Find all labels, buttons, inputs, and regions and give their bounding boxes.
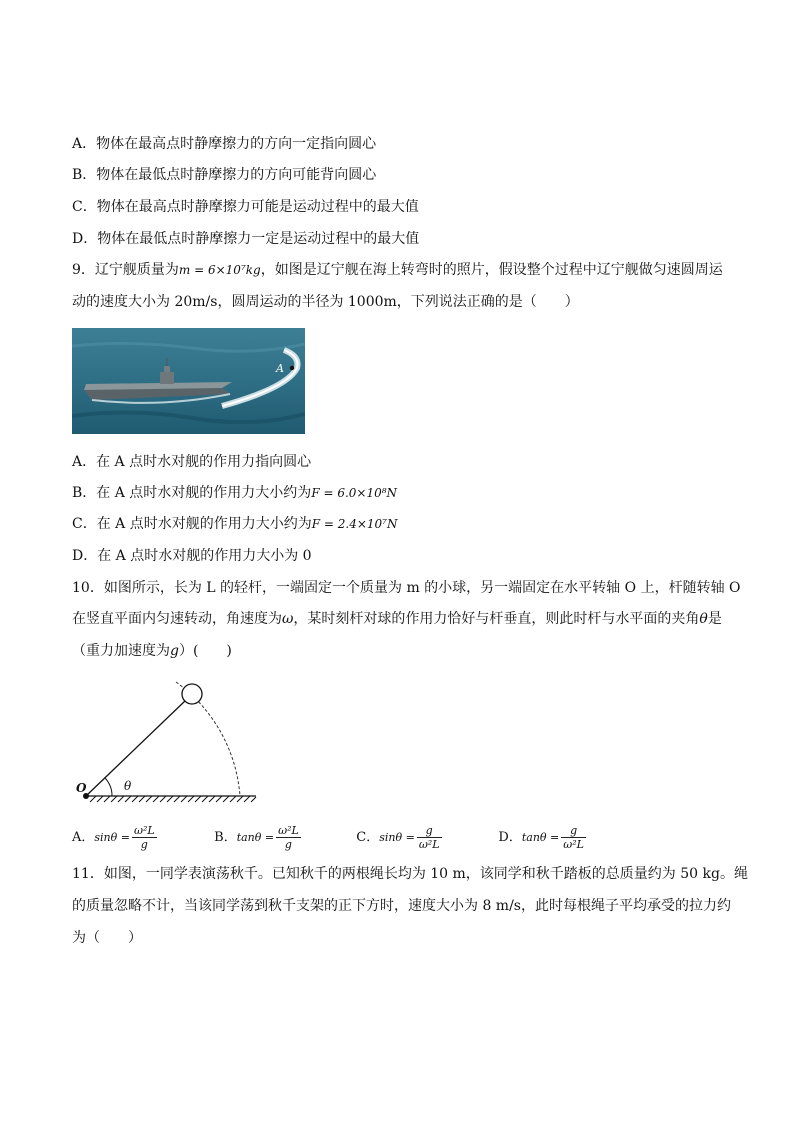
- q10-option-c-den: ω²L: [418, 838, 440, 851]
- q10-option-a-func: sinθ =: [94, 831, 130, 844]
- q11-line2: 的质量忽略不计，当该同学荡到秋千支架的正下方时，速度大小为 8 m/s，此时每根绳子平均承受的拉力约: [72, 898, 731, 914]
- q10-option-d: [498, 824, 618, 851]
- q10-options-row: [72, 824, 618, 851]
- q9-option-c: [72, 514, 397, 534]
- q10-stem-line2: [72, 609, 722, 629]
- q10-option-a-den: g: [140, 838, 148, 851]
- q9-stem-line1: [72, 260, 723, 280]
- q10-option-a-fraction: [132, 824, 157, 851]
- q9-stem-part2: ，如图是辽宁舰在海上转弯时的照片，假设整个过程中辽宁舰做匀速圆周运: [260, 262, 723, 278]
- q10-option-d-fraction: [561, 824, 586, 851]
- q9-option-a: A．在 A 点时水对舰的作用力指向圆心: [72, 454, 312, 470]
- q10-option-c: [356, 824, 494, 851]
- q10-option-c-func: sinθ =: [379, 831, 415, 844]
- angle-theta-label: θ: [124, 779, 132, 793]
- q10-option-a-prefix: A．: [72, 830, 95, 845]
- q10-option-b-num: ω²L: [278, 824, 299, 837]
- q10-stem-line2-c: 是: [707, 611, 722, 627]
- q10-stem-line3-b: ）( ): [178, 643, 232, 659]
- q10-option-d-func: tanθ =: [521, 831, 560, 844]
- q10-stem-line3: [72, 641, 232, 661]
- q10-option-b-func: tanθ =: [236, 831, 275, 844]
- q10-option-b-den: g: [284, 838, 292, 851]
- q8-option-d: D．物体在最低点时静摩擦力一定是运动过程中的最大值: [72, 231, 420, 247]
- q9-option-c-label: C．在 A 点时水对舰的作用力大小约为: [72, 516, 312, 532]
- q10-omega: ω: [282, 611, 294, 627]
- q10-option-c-fraction: [417, 824, 442, 851]
- pivot-o-label: O: [76, 781, 87, 795]
- q9-stem-part1: 9．辽宁舰质量为: [72, 262, 179, 278]
- q9-option-c-formula: F = 2.4×10⁷N: [311, 517, 398, 531]
- rod-rotation-diagram: [72, 672, 262, 804]
- q10-stem-line2-b: ，某时刻杆对球的作用力恰好与杆垂直，则此时杆与水平面的夹角: [293, 611, 700, 627]
- q9-option-d: D．在 A 点时水对舰的作用力大小为 0: [72, 548, 312, 564]
- q10-option-c-num: g: [417, 824, 442, 838]
- q10-option-c-prefix: C．: [356, 830, 380, 845]
- q10-stem-line3-a: （重力加速度为: [72, 643, 170, 659]
- q8-option-b: B．物体在最低点时静摩擦力的方向可能背向圆心: [72, 167, 377, 183]
- q10-option-a: [72, 824, 210, 851]
- photo-point-a-label: A: [276, 362, 284, 375]
- q10-option-a-num: ω²L: [133, 824, 155, 837]
- q10-stem-line2-a: 在竖直平面内匀速转动，角速度为: [72, 611, 282, 627]
- q10-option-d-num: g: [561, 824, 586, 838]
- q9-option-b-label: B．在 A 点时水对舰的作用力大小约为: [72, 485, 312, 501]
- q10-option-d-prefix: D．: [498, 830, 522, 845]
- q10-stem-line1: 10．如图所示，长为 L 的轻杆，一端固定一个质量为 m 的小球，另一端固定在水平转轴 O 上，杆随转轴 O: [72, 580, 741, 596]
- q10-option-b-prefix: B．: [214, 830, 237, 845]
- q9-option-b: [72, 483, 397, 503]
- q10-option-b: [214, 824, 352, 851]
- q11-line1: 11．如图，一同学表演荡秋千。已知秋千的两根绳长均为 10 m，该同学和秋千踏板的总质量约为 50 kg。绳: [72, 866, 748, 882]
- q9-stem-line2: 动的速度大小为 20m/s，圆周运动的半径为 1000m，下列说法正确的是（ ）: [72, 294, 579, 310]
- aircraft-carrier-photo: [72, 328, 305, 434]
- q8-option-c: C．物体在最高点时静摩擦力可能是运动过程中的最大值: [72, 199, 419, 215]
- q9-option-b-formula: F = 6.0×10⁸N: [311, 486, 398, 500]
- q10-theta: θ: [699, 611, 708, 627]
- q10-option-b-fraction: [276, 824, 301, 851]
- q9-mass-formula: m = 6×10⁷kg: [178, 263, 261, 277]
- q10-option-d-den: ω²L: [563, 838, 584, 851]
- q10-g: g: [170, 643, 179, 659]
- q11-line3: 为（ ）: [72, 930, 142, 946]
- q8-option-a: A．物体在最高点时静摩擦力的方向一定指向圆心: [72, 136, 377, 152]
